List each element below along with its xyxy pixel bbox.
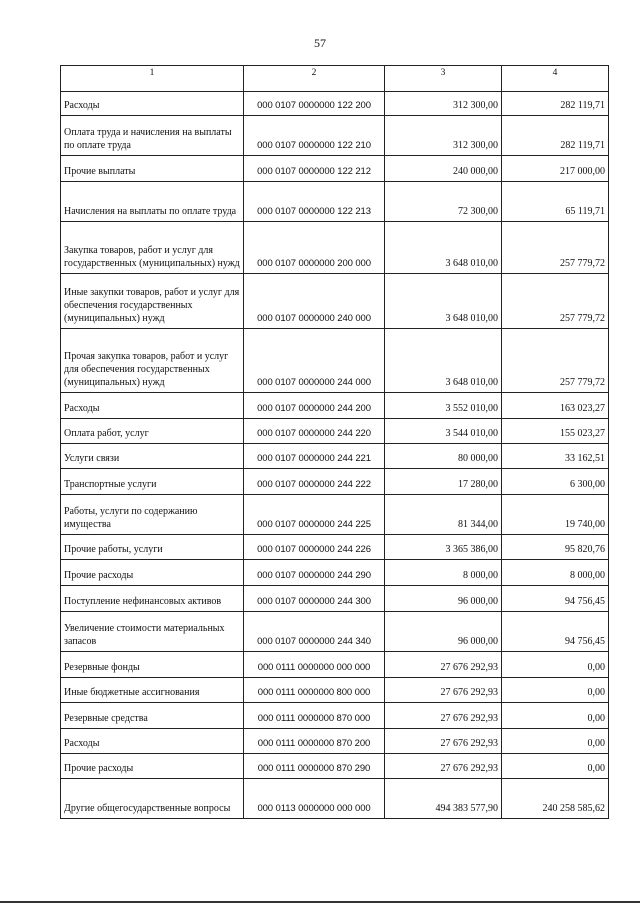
row-value-plan: 27 676 292,93 bbox=[385, 652, 502, 678]
row-code: 000 0107 0000000 200 000 bbox=[244, 222, 385, 274]
row-code: 000 0111 0000000 870 000 bbox=[244, 703, 385, 729]
row-code: 000 0107 0000000 122 213 bbox=[244, 182, 385, 222]
table-row bbox=[61, 586, 609, 612]
row-value-plan: 96 000,00 bbox=[385, 586, 502, 612]
table-row bbox=[61, 703, 609, 729]
row-value-actual: 217 000,00 bbox=[502, 156, 609, 182]
row-value-actual: 0,00 bbox=[502, 754, 609, 779]
table-row bbox=[61, 156, 609, 182]
row-name: Прочие расходы bbox=[61, 754, 244, 779]
row-code: 000 0107 0000000 244 300 bbox=[244, 586, 385, 612]
table-row bbox=[61, 612, 609, 652]
row-value-actual: 95 820,76 bbox=[502, 535, 609, 560]
row-value-plan: 3 365 386,00 bbox=[385, 535, 502, 560]
row-value-plan: 312 300,00 bbox=[385, 116, 502, 156]
table-row bbox=[61, 182, 609, 222]
row-value-plan: 27 676 292,93 bbox=[385, 678, 502, 703]
row-value-actual: 257 779,72 bbox=[502, 329, 609, 393]
row-name: Расходы bbox=[61, 92, 244, 116]
row-value-plan: 240 000,00 bbox=[385, 156, 502, 182]
row-code: 000 0107 0000000 122 210 bbox=[244, 116, 385, 156]
row-code: 000 0113 0000000 000 000 bbox=[244, 779, 385, 819]
row-value-plan: 494 383 577,90 bbox=[385, 779, 502, 819]
row-value-plan: 3 552 010,00 bbox=[385, 393, 502, 419]
table-row bbox=[61, 419, 609, 444]
row-value-actual: 163 023,27 bbox=[502, 393, 609, 419]
row-code: 000 0107 0000000 244 340 bbox=[244, 612, 385, 652]
table-row bbox=[61, 469, 609, 495]
table-row bbox=[61, 678, 609, 703]
row-value-actual: 94 756,45 bbox=[502, 586, 609, 612]
table-row bbox=[61, 222, 609, 274]
row-value-plan: 3 648 010,00 bbox=[385, 274, 502, 329]
row-name: Расходы bbox=[61, 729, 244, 754]
row-value-actual: 94 756,45 bbox=[502, 612, 609, 652]
table-row bbox=[61, 729, 609, 754]
row-code: 000 0107 0000000 122 212 bbox=[244, 156, 385, 182]
row-value-plan: 96 000,00 bbox=[385, 612, 502, 652]
row-value-actual: 33 162,51 bbox=[502, 444, 609, 469]
row-code: 000 0107 0000000 244 200 bbox=[244, 393, 385, 419]
column-header-4: 4 bbox=[502, 66, 609, 92]
table-header-row bbox=[61, 66, 609, 92]
row-value-plan: 27 676 292,93 bbox=[385, 729, 502, 754]
row-name: Прочая закупка товаров, работ и услуг для обеспечения государственных (муниципальных) нужд bbox=[61, 329, 244, 393]
table-row bbox=[61, 535, 609, 560]
row-value-actual: 0,00 bbox=[502, 703, 609, 729]
table-row bbox=[61, 92, 609, 116]
page-number: 57 bbox=[314, 36, 326, 50]
row-value-actual: 8 000,00 bbox=[502, 560, 609, 586]
column-header-2: 2 bbox=[244, 66, 385, 92]
table-row bbox=[61, 329, 609, 393]
row-value-plan: 81 344,00 bbox=[385, 495, 502, 535]
row-value-actual: 282 119,71 bbox=[502, 116, 609, 156]
row-code: 000 0107 0000000 244 000 bbox=[244, 329, 385, 393]
row-value-plan: 3 648 010,00 bbox=[385, 222, 502, 274]
row-name: Резервные средства bbox=[61, 703, 244, 729]
row-code: 000 0107 0000000 240 000 bbox=[244, 274, 385, 329]
table-row bbox=[61, 495, 609, 535]
row-value-actual: 0,00 bbox=[502, 652, 609, 678]
bottom-divider bbox=[0, 901, 640, 903]
row-code: 000 0107 0000000 244 225 bbox=[244, 495, 385, 535]
row-code: 000 0111 0000000 000 000 bbox=[244, 652, 385, 678]
row-name: Прочие работы, услуги bbox=[61, 535, 244, 560]
row-name: Поступление нефинансовых активов bbox=[61, 586, 244, 612]
row-name: Прочие выплаты bbox=[61, 156, 244, 182]
row-value-plan: 312 300,00 bbox=[385, 92, 502, 116]
row-value-actual: 6 300,00 bbox=[502, 469, 609, 495]
row-name: Транспортные услуги bbox=[61, 469, 244, 495]
row-value-plan: 3 648 010,00 bbox=[385, 329, 502, 393]
row-name: Другие общегосударственные вопросы bbox=[61, 779, 244, 819]
row-value-plan: 17 280,00 bbox=[385, 469, 502, 495]
row-value-actual: 155 023,27 bbox=[502, 419, 609, 444]
table-row bbox=[61, 116, 609, 156]
row-value-plan: 27 676 292,93 bbox=[385, 754, 502, 779]
row-code: 000 0111 0000000 870 290 bbox=[244, 754, 385, 779]
row-code: 000 0107 0000000 244 226 bbox=[244, 535, 385, 560]
table-row bbox=[61, 652, 609, 678]
table-row bbox=[61, 393, 609, 419]
row-value-actual: 19 740,00 bbox=[502, 495, 609, 535]
row-name: Прочие расходы bbox=[61, 560, 244, 586]
row-value-plan: 80 000,00 bbox=[385, 444, 502, 469]
row-name: Начисления на выплаты по оплате труда bbox=[61, 182, 244, 222]
row-code: 000 0111 0000000 800 000 bbox=[244, 678, 385, 703]
row-value-plan: 8 000,00 bbox=[385, 560, 502, 586]
row-code: 000 0107 0000000 244 220 bbox=[244, 419, 385, 444]
row-value-actual: 282 119,71 bbox=[502, 92, 609, 116]
row-name: Увеличение стоимости материальных запасов bbox=[61, 612, 244, 652]
row-value-actual: 65 119,71 bbox=[502, 182, 609, 222]
row-name: Услуги связи bbox=[61, 444, 244, 469]
row-code: 000 0107 0000000 244 290 bbox=[244, 560, 385, 586]
row-name: Резервные фонды bbox=[61, 652, 244, 678]
row-code: 000 0107 0000000 244 221 bbox=[244, 444, 385, 469]
row-value-plan: 72 300,00 bbox=[385, 182, 502, 222]
row-value-plan: 3 544 010,00 bbox=[385, 419, 502, 444]
row-value-actual: 257 779,72 bbox=[502, 222, 609, 274]
row-name: Расходы bbox=[61, 393, 244, 419]
table-row bbox=[61, 274, 609, 329]
row-code: 000 0107 0000000 244 222 bbox=[244, 469, 385, 495]
row-value-plan: 27 676 292,93 bbox=[385, 703, 502, 729]
table-row bbox=[61, 779, 609, 819]
table-row bbox=[61, 754, 609, 779]
column-header-1: 1 bbox=[61, 66, 244, 92]
table-row bbox=[61, 560, 609, 586]
row-value-actual: 0,00 bbox=[502, 729, 609, 754]
row-name: Оплата работ, услуг bbox=[61, 419, 244, 444]
row-value-actual: 240 258 585,62 bbox=[502, 779, 609, 819]
row-code: 000 0107 0000000 122 200 bbox=[244, 92, 385, 116]
row-value-actual: 257 779,72 bbox=[502, 274, 609, 329]
row-name: Закупка товаров, работ и услуг для государственных (муниципальных) нужд bbox=[61, 222, 244, 274]
row-name: Оплата труда и начисления на выплаты по оплате труда bbox=[61, 116, 244, 156]
row-code: 000 0111 0000000 870 200 bbox=[244, 729, 385, 754]
row-name: Иные бюджетные ассигнования bbox=[61, 678, 244, 703]
row-value-actual: 0,00 bbox=[502, 678, 609, 703]
column-header-3: 3 bbox=[385, 66, 502, 92]
row-name: Иные закупки товаров, работ и услуг для обеспечения государственных (муниципальных) нужд bbox=[61, 274, 244, 329]
table-row bbox=[61, 444, 609, 469]
budget-table bbox=[60, 65, 609, 819]
row-name: Работы, услуги по содержанию имущества bbox=[61, 495, 244, 535]
